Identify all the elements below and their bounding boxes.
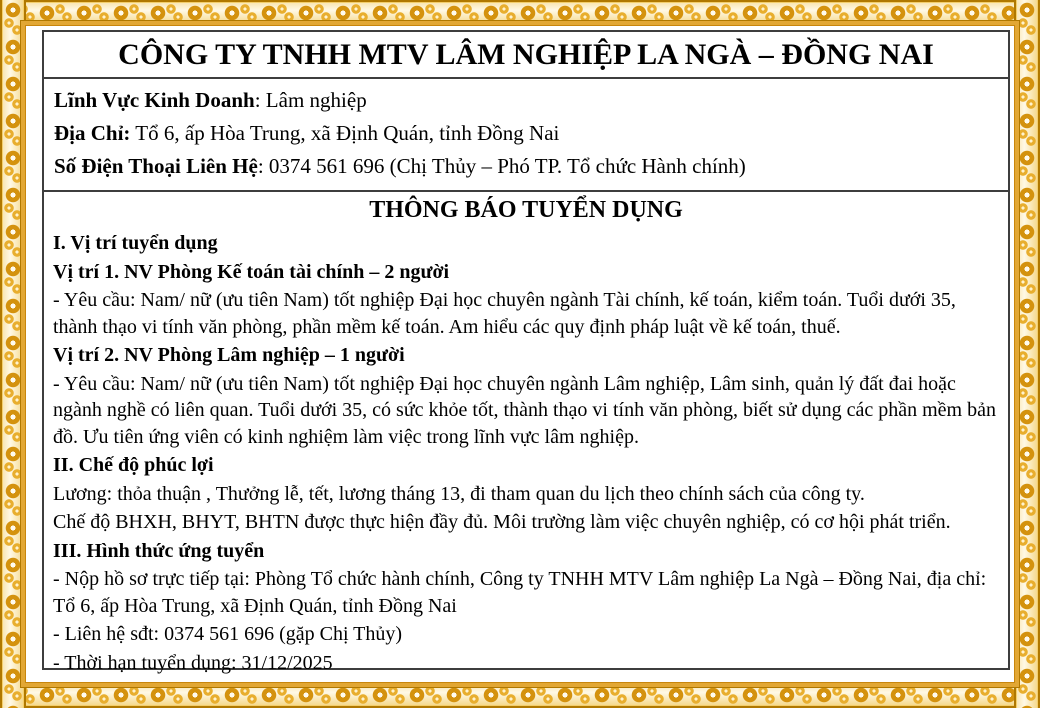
phone-line [54, 150, 998, 183]
section-2-heading: II. Chế độ phúc lợi [53, 454, 214, 476]
phone-label: Số Điện Thoại Liên Hệ [54, 154, 258, 178]
address-line [54, 117, 998, 150]
business-field-line [54, 84, 998, 117]
apply-line-contact: - Liên hệ sđt: 0374 561 696 (gặp Chị Thủy) [53, 623, 403, 645]
ornate-border-right [1014, 0, 1040, 708]
benefit-line-insurance: Chế độ BHXH, BHYT, BHTN được thực hiện đầy đủ. Môi trường làm việc chuyên nghiệp, có cơ hội phát triển. [53, 511, 951, 533]
section-1-heading: I. Vị trí tuyển dụng [53, 232, 218, 254]
apply-line-submit: - Nộp hồ sơ trực tiếp tại: Phòng Tổ chức hành chính, Công ty TNHH MTV Lâm nghiệp La Ngà – Đồng Nai, địa chỉ: Tổ 6, ấp Hòa Trung, xã Định Quán, tỉnh Đồng Nai [53, 568, 987, 617]
announcement-title: THÔNG BÁO TUYỂN DỤNG [369, 197, 683, 223]
document-box [42, 30, 1010, 674]
position-2-requirements: - Yêu cầu: Nam/ nữ (ưu tiên Nam) tốt nghiệp Đại học chuyên ngành Lâm nghiệp, Lâm sinh, quản lý đất đai hoặc ngành nghề có liên quan. Tuổi dưới 35, có sức khỏe tốt, thành thạo vi tính văn phòng, biết sử dụng các phần mềm bản đồ. Ưu tiên ứng viên có kinh nghiệm làm việc trong lĩnh vực lâm nghiệp. [53, 372, 996, 448]
company-info-section [44, 79, 1008, 192]
position-2-title: Vị trí 2. NV Phòng Lâm nghiệp – 1 người [53, 344, 405, 366]
position-1-title: Vị trí 1. NV Phòng Kế toán tài chính – 2 người [53, 260, 450, 283]
phone-value: : 0374 561 696 (Chị Thủy – Phó TP. Tổ chức Hành chính) [257, 154, 746, 178]
section-3-heading: III. Hình thức ứng tuyển [53, 539, 265, 562]
business-field-label: Lĩnh Vực Kinh Doanh [54, 88, 255, 112]
business-field-value: : Lâm nghiệp [254, 88, 367, 112]
apply-line-deadline: - Thời hạn tuyển dụng: 31/12/2025 [53, 651, 333, 674]
position-1-requirements: - Yêu cầu: Nam/ nữ (ưu tiên Nam) tốt nghiệp Đại học chuyên ngành Tài chính, kế toán, kiểm toán. Tuổi dưới 35, thành thạo vi tính văn phòng, phần mềm kế toán. Am hiểu các quy định pháp luật về kế toán, thuế. [53, 289, 956, 338]
benefit-line-salary: Lương: thỏa thuận , Thưởng lễ, tết, lương tháng 13, đi tham quan du lịch theo chính sách của công ty. [53, 482, 865, 505]
ornate-border-top [0, 0, 1040, 26]
announcement-body [44, 192, 1008, 676]
ornate-border-left [0, 0, 26, 708]
address-label: Địa Chỉ: [54, 121, 131, 145]
ornate-border-bottom [0, 682, 1040, 708]
address-value: Tổ 6, ấp Hòa Trung, xã Định Quán, tỉnh Đồng Nai [130, 121, 560, 145]
company-name: CÔNG TY TNHH MTV LÂM NGHIỆP LA NGÀ – ĐỒNG NAI [44, 32, 1008, 79]
